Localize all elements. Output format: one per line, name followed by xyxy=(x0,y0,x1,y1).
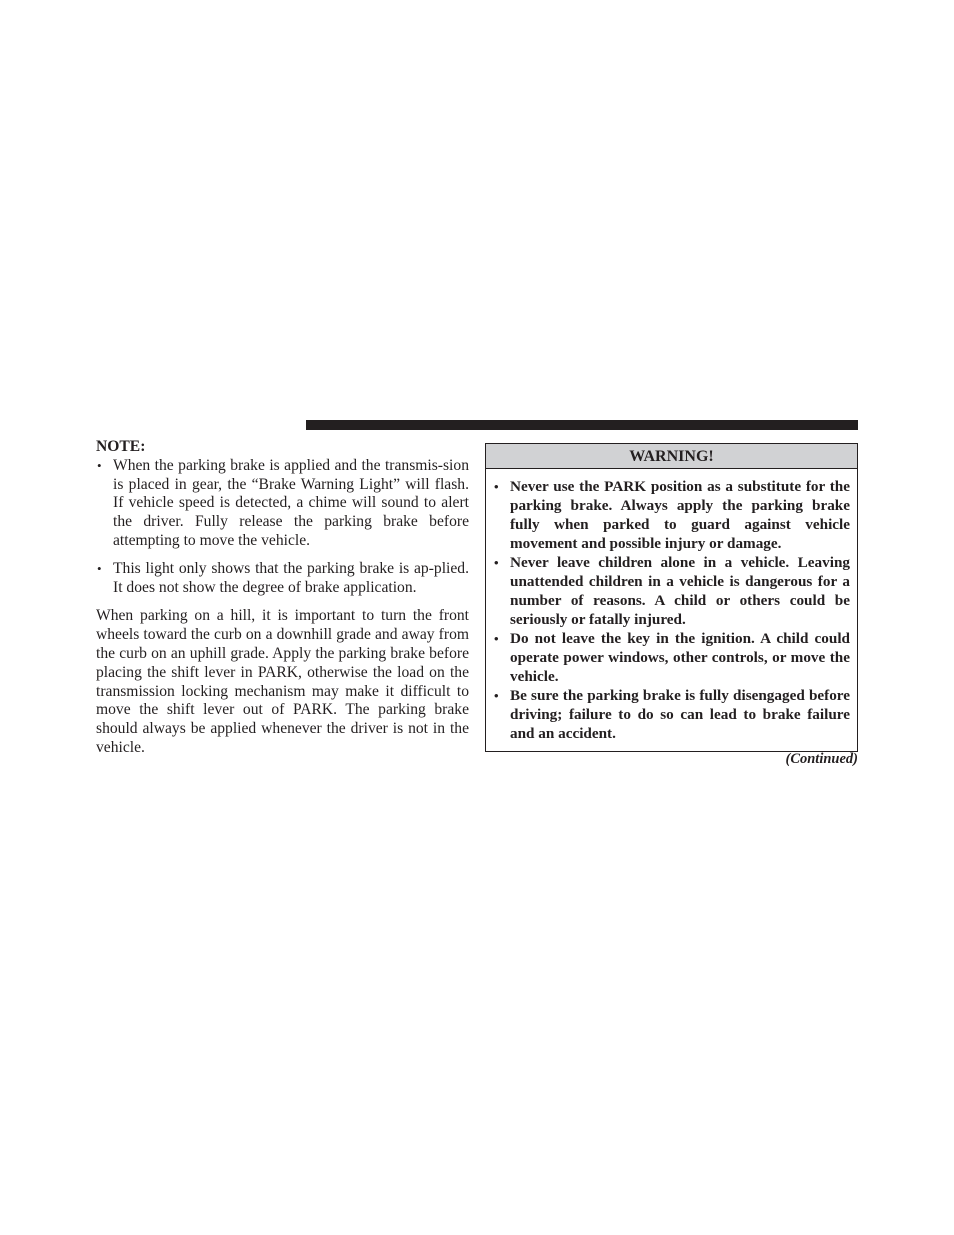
bullet-icon: • xyxy=(494,631,499,646)
note-item xyxy=(96,457,469,551)
left-column xyxy=(96,438,469,758)
warning-item-text: Be sure the parking brake is fully disengaged before driving; failure to do so can lead to brake failure and an accident. xyxy=(510,687,850,742)
note-item-text: This light only shows that the parking brake is ap-plied. It does not show the degree of brake application. xyxy=(113,559,469,596)
note-list xyxy=(96,457,469,598)
warning-item-text: Never leave children alone in a vehicle. Leaving unattended children in a vehicle is dangerous for a number of reasons. A child or others could be seriously or fatally injured. xyxy=(510,554,850,628)
warning-item xyxy=(493,553,850,629)
warning-item-text: Never use the PARK position as a substitute for the parking brake. Always apply the parking brake fully when parked to guard against vehicle movement and possible injury or damage. xyxy=(510,478,850,552)
continued-label: (Continued) xyxy=(785,751,858,767)
warning-list xyxy=(486,469,857,743)
note-item xyxy=(96,560,469,598)
bullet-icon: • xyxy=(494,479,499,494)
warning-item xyxy=(493,629,850,686)
warning-item-text: Do not leave the key in the ignition. A child could operate power windows, other controls, or move the vehicle. xyxy=(510,630,850,685)
note-item-text: When the parking brake is applied and the transmis-sion is placed in gear, the “Brake Warning Light” will flash. If vehicle speed is detected, a chime will sound to alert the driver. Fully release the parking brake before attempting to move the vehicle. xyxy=(113,456,469,549)
bullet-icon: • xyxy=(97,457,102,473)
note-label: NOTE: xyxy=(96,438,146,455)
warning-item xyxy=(493,686,850,743)
header-bar xyxy=(306,420,858,430)
bullet-icon: • xyxy=(494,555,499,570)
bullet-icon: • xyxy=(97,560,102,576)
warning-title: WARNING! xyxy=(486,444,857,469)
bullet-icon: • xyxy=(494,688,499,703)
warning-item xyxy=(493,477,850,553)
warning-box xyxy=(485,443,858,752)
body-paragraph: When parking on a hill, it is important to turn the front wheels toward the curb on a downhill grade and away from the curb on an uphill grade. Apply the parking brake before placing the shift lever in PARK, otherwise the load on the transmission locking mechanism may make it difficult to move the shift lever out of PARK. The parking brake should always be applied whenever the driver is not in the vehicle. xyxy=(96,607,469,756)
